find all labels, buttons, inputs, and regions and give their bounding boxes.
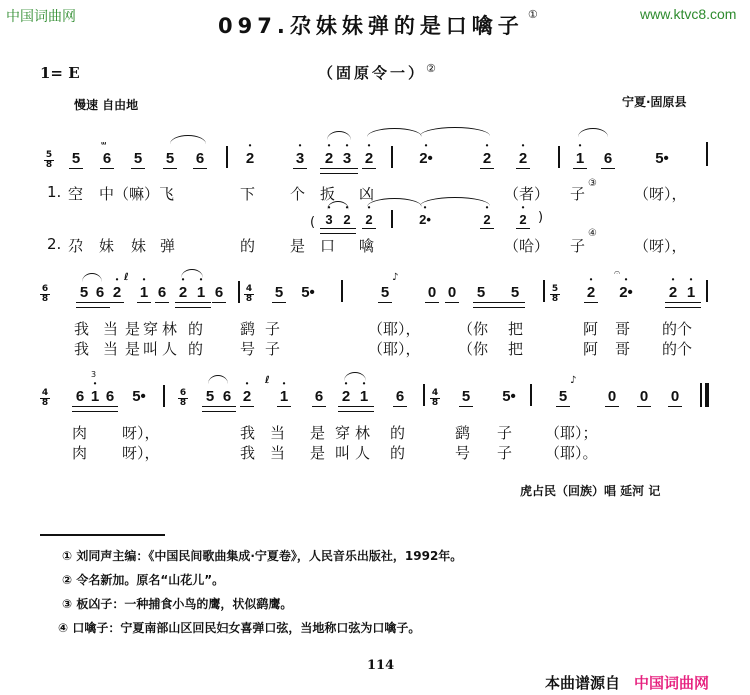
lyric: 空 bbox=[68, 185, 84, 203]
lyric: 呀）， bbox=[122, 424, 160, 442]
lyric: 人 bbox=[355, 444, 371, 462]
slur bbox=[578, 128, 608, 137]
lyric: 噙 bbox=[359, 237, 375, 255]
key-signature: 1= E bbox=[40, 64, 80, 82]
lyric: 子 bbox=[265, 340, 281, 358]
lyric: 子 bbox=[497, 444, 513, 462]
lyric: 的 bbox=[188, 320, 204, 338]
lyric: 鹞 bbox=[240, 320, 256, 338]
note: 6 bbox=[193, 150, 207, 169]
lyric: 中（嘛）飞 bbox=[99, 185, 175, 203]
double-underline bbox=[473, 302, 525, 308]
slur bbox=[327, 131, 351, 140]
lyric: 是 bbox=[310, 444, 326, 462]
note: • 1 bbox=[573, 150, 587, 169]
region-label: 宁夏·固原县 bbox=[622, 95, 687, 109]
note: • 2• bbox=[615, 284, 637, 301]
note: • 2 bbox=[516, 212, 530, 229]
slur bbox=[82, 273, 102, 282]
lyric: 凶 bbox=[359, 185, 375, 203]
note: 0 bbox=[668, 388, 682, 407]
note: 6 bbox=[105, 388, 115, 405]
bar-line bbox=[706, 142, 708, 166]
lyric: 的 bbox=[390, 444, 406, 462]
double-underline bbox=[320, 168, 358, 174]
note: • 2 bbox=[339, 388, 353, 405]
tempo-marking: 慢速 自由地 bbox=[74, 98, 139, 112]
note: 6 bbox=[222, 388, 232, 405]
lyric: 阿 bbox=[583, 320, 599, 338]
lyric: 妹 bbox=[99, 237, 115, 255]
note: • 2 bbox=[480, 150, 494, 169]
watermark-site-name: 中国词曲网 bbox=[6, 9, 76, 25]
subtitle-footnote-mark: ② bbox=[426, 62, 436, 75]
double-underline bbox=[320, 228, 356, 234]
note: 5 bbox=[69, 150, 83, 169]
paren: ( bbox=[310, 215, 316, 230]
note: • 1 bbox=[137, 284, 151, 303]
fermata-icon: 𝄐 bbox=[614, 266, 621, 279]
lyric: 是 bbox=[125, 320, 141, 338]
lyric: 妹 bbox=[131, 237, 147, 255]
lyric: 林 bbox=[355, 424, 371, 442]
time-signature: 6 8 bbox=[41, 284, 49, 304]
lyric: 口 bbox=[320, 237, 336, 255]
source-label: 本曲谱源自 bbox=[545, 674, 621, 692]
lyric: 的 bbox=[240, 237, 256, 255]
note: • 2 bbox=[584, 284, 598, 303]
footnote-1: ① 刘同声主编：《中国民间歌曲集成·宁夏卷》，人民音乐出版社，1992年。 bbox=[62, 549, 463, 563]
lyric: （耶）； bbox=[545, 424, 598, 442]
time-signature: 4 8 bbox=[431, 388, 439, 408]
time-signature: 4 8 bbox=[41, 388, 49, 408]
lyric: 林 bbox=[162, 320, 178, 338]
slur bbox=[344, 372, 366, 381]
note: 6 bbox=[393, 388, 407, 407]
note: • 3 bbox=[293, 150, 307, 169]
lyric: 叫 bbox=[143, 340, 159, 358]
note: • 2 bbox=[240, 388, 254, 407]
lyric: 当 bbox=[103, 320, 119, 338]
lyric: 人 bbox=[162, 340, 178, 358]
slur bbox=[208, 375, 228, 384]
note: 6 bbox=[601, 150, 615, 169]
lyric: 哥 bbox=[615, 320, 631, 338]
lyric: （耶）。 bbox=[545, 444, 598, 462]
bar-line bbox=[706, 280, 708, 302]
note: 6 bbox=[75, 388, 85, 405]
lyric: （者） bbox=[504, 185, 550, 203]
note: • 1 bbox=[684, 284, 698, 301]
lyric: 弹 bbox=[160, 237, 176, 255]
note: 5 bbox=[163, 150, 177, 169]
lyric: 号 bbox=[240, 340, 256, 358]
note: • 2 bbox=[340, 212, 354, 227]
time-signature: 4 8 bbox=[245, 284, 253, 304]
bar-line bbox=[163, 385, 165, 407]
lyric: 当 bbox=[103, 340, 119, 358]
slur bbox=[181, 269, 203, 278]
note: 5 bbox=[131, 150, 145, 169]
bar-line bbox=[391, 210, 393, 228]
lyric: 鹞 bbox=[455, 424, 471, 442]
bar-line bbox=[238, 281, 240, 303]
note: 5• bbox=[132, 388, 146, 405]
watermark-url: www.ktvc8.com bbox=[640, 6, 737, 22]
lyric: 是 bbox=[125, 340, 141, 358]
lyric: （你 bbox=[458, 340, 489, 358]
lyric: 穿 bbox=[143, 320, 159, 338]
bar-line bbox=[226, 146, 228, 168]
subtitle bbox=[318, 62, 436, 83]
note: 5 bbox=[476, 284, 486, 301]
double-underline bbox=[665, 302, 701, 308]
lyric: 子 bbox=[570, 185, 586, 203]
tie bbox=[367, 128, 422, 137]
lyric: 哥 bbox=[615, 340, 631, 358]
note: • 3 bbox=[340, 150, 354, 167]
note: 0 bbox=[445, 284, 459, 303]
footnote-divider bbox=[40, 534, 165, 536]
note: • 2• bbox=[414, 212, 436, 227]
grace-note-icon: ♪ bbox=[570, 375, 577, 386]
note: 5• bbox=[301, 284, 315, 301]
source-attribution bbox=[545, 672, 709, 693]
note: • 2• bbox=[414, 150, 438, 167]
note: • 2 bbox=[362, 150, 376, 169]
note: 5 bbox=[272, 284, 286, 303]
note: 5• bbox=[502, 388, 516, 405]
lyric: （呀）， bbox=[634, 185, 687, 203]
note: • 2 bbox=[480, 212, 494, 229]
note: 0 bbox=[637, 388, 651, 407]
ornament-mordent-icon: ᵚ bbox=[101, 140, 107, 149]
note: 0 bbox=[605, 388, 619, 407]
slur bbox=[170, 135, 206, 144]
footnote-mark: ④ bbox=[588, 228, 597, 239]
lyric: 子 bbox=[570, 237, 586, 255]
lyric: 的个 bbox=[662, 320, 693, 338]
note: • 2 bbox=[176, 284, 190, 301]
note: • 1 bbox=[194, 284, 208, 301]
note: • 2 bbox=[243, 150, 257, 167]
note: 6 bbox=[155, 284, 169, 303]
lyric: （呀）， bbox=[634, 237, 687, 255]
lyric: （哈） bbox=[504, 237, 550, 255]
lyric: 号 bbox=[455, 444, 471, 462]
lyric: 肉 bbox=[72, 444, 88, 462]
lyric: 呀）， bbox=[122, 444, 160, 462]
lyric: 把 bbox=[508, 320, 524, 338]
paren: ) bbox=[538, 210, 544, 225]
note: 5 bbox=[378, 284, 392, 303]
lyric: 穿 bbox=[335, 424, 351, 442]
footnote-2: ② 令名新加。原名“山花儿”。 bbox=[62, 573, 225, 587]
lyric: 当 bbox=[270, 444, 286, 462]
note: 5 bbox=[510, 284, 520, 301]
note: • 2 bbox=[110, 284, 124, 303]
song-title-text: 097.尕妹妹弹的是口噙子 bbox=[218, 14, 524, 38]
lyric: 我 bbox=[240, 424, 256, 442]
subtitle-text: （固原令一） bbox=[318, 64, 427, 82]
lyric: 我 bbox=[240, 444, 256, 462]
verse-number: 2. bbox=[47, 235, 62, 253]
lyric: 个 bbox=[290, 185, 306, 203]
note: • 2 bbox=[666, 284, 680, 301]
time-signature: 5 8 bbox=[45, 150, 53, 170]
song-title bbox=[218, 10, 538, 40]
title-footnote-mark: ① bbox=[527, 8, 538, 21]
note: 5 bbox=[205, 388, 215, 405]
lyric: 把 bbox=[508, 340, 524, 358]
bar-line bbox=[530, 384, 532, 406]
grace-note-icon: ℓ bbox=[265, 375, 270, 386]
note: 6 bbox=[100, 150, 114, 169]
lyric: （耶）， bbox=[368, 320, 421, 338]
time-signature: 6 8 bbox=[179, 388, 187, 408]
footnote-4: ④ 口噙子：宁夏南部山区回民妇女喜弹口弦，当地称口弦为口噙子。 bbox=[58, 621, 421, 635]
footnote-mark: ③ bbox=[588, 178, 597, 189]
bar-line bbox=[558, 146, 560, 168]
performer-credit: 虎占民（回族）唱 延河 记 bbox=[520, 484, 661, 498]
tie bbox=[420, 127, 490, 136]
grace-note-icon: ℓ bbox=[124, 272, 129, 283]
double-underline bbox=[72, 406, 118, 412]
grace-note-icon: ♪ bbox=[392, 272, 399, 283]
lyric: 扳 bbox=[320, 185, 336, 203]
double-underline bbox=[202, 406, 236, 412]
note: • 3 bbox=[322, 212, 336, 227]
lyric: 我 bbox=[74, 340, 90, 358]
lyric: 的 bbox=[188, 340, 204, 358]
note: 6 bbox=[212, 284, 226, 303]
lyric: 是 bbox=[290, 237, 306, 255]
bar-line bbox=[391, 146, 393, 168]
note: 6 bbox=[95, 284, 105, 301]
bar-line bbox=[341, 280, 343, 302]
verse-number: 1. bbox=[47, 183, 62, 201]
lyric: 肉 bbox=[72, 424, 88, 442]
page-number: 114 bbox=[367, 658, 395, 673]
lyric: 子 bbox=[497, 424, 513, 442]
lyric: （耶）， bbox=[368, 340, 421, 358]
lyric: 子 bbox=[265, 320, 281, 338]
lyric: 的 bbox=[390, 424, 406, 442]
double-underline bbox=[338, 406, 374, 412]
note: • 1 bbox=[88, 388, 102, 405]
note: 0 bbox=[425, 284, 439, 303]
bar-line bbox=[543, 280, 545, 302]
triplet-mark: 3 bbox=[91, 370, 97, 379]
note: 6 bbox=[312, 388, 326, 407]
footnote-3: ③ 板凶子：一种捕食小鸟的鹰，状似鹞鹰。 bbox=[62, 597, 293, 611]
time-signature: 5 8 bbox=[551, 284, 559, 304]
note: • 1 bbox=[277, 388, 291, 407]
lyric: 的个 bbox=[662, 340, 693, 358]
lyric: （你 bbox=[458, 320, 489, 338]
double-underline bbox=[175, 302, 211, 308]
note: • 2 bbox=[362, 212, 376, 229]
lyric: 叫 bbox=[335, 444, 351, 462]
lyric: 尕 bbox=[68, 237, 84, 255]
lyric: 下 bbox=[240, 185, 256, 203]
final-bar-line-thick bbox=[705, 383, 709, 407]
lyric: 我 bbox=[74, 320, 90, 338]
lyric: 是 bbox=[310, 424, 326, 442]
note: • 1 bbox=[357, 388, 371, 405]
double-underline bbox=[76, 302, 110, 308]
note: • 2 bbox=[322, 150, 336, 167]
note: 5• bbox=[655, 150, 669, 167]
final-bar-line bbox=[700, 383, 702, 407]
lyric: 当 bbox=[270, 424, 286, 442]
note: 5 bbox=[459, 388, 473, 407]
bar-line bbox=[423, 384, 425, 406]
note: • 2 bbox=[516, 150, 530, 169]
lyric: 阿 bbox=[583, 340, 599, 358]
note: 5 bbox=[79, 284, 89, 301]
source-site-link[interactable]: 中国词曲网 bbox=[634, 674, 710, 692]
note: 5 bbox=[556, 388, 570, 407]
